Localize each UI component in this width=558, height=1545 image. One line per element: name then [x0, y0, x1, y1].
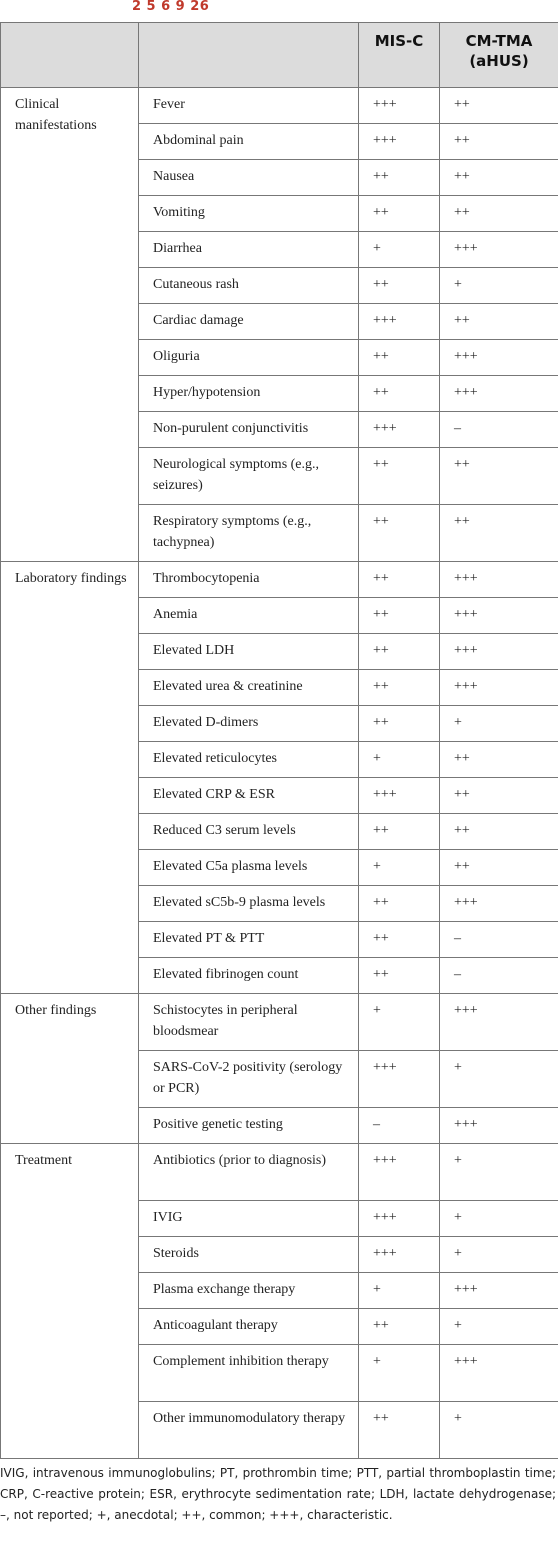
category-cell: Other findings [1, 994, 139, 1144]
category-cell: Treatment [1, 1144, 139, 1459]
item-cell: Elevated fibrinogen count [139, 958, 359, 994]
item-cell: Elevated D-dimers [139, 706, 359, 742]
item-cell: Cutaneous rash [139, 268, 359, 304]
item-cell: Antibiotics (prior to diagnosis) [139, 1144, 359, 1201]
reference-numbers [132, 0, 214, 16]
item-cell: Schistocytes in peripheral bloodsmear [139, 994, 359, 1051]
table-row [1, 994, 558, 1051]
reference-link[interactable]: 5 [146, 0, 157, 14]
cmtma-value-cell: +++ [440, 670, 558, 706]
misc-value-cell: +++ [359, 1237, 440, 1273]
item-cell: Anticoagulant therapy [139, 1309, 359, 1345]
misc-value-cell: ++ [359, 505, 440, 562]
item-cell: Elevated C5a plasma levels [139, 850, 359, 886]
misc-value-cell: ++ [359, 598, 440, 634]
misc-value-cell: ++ [359, 886, 440, 922]
header-cmtma: CM-TMA (aHUS) [440, 23, 558, 88]
item-cell: Vomiting [139, 196, 359, 232]
cmtma-value-cell: ++ [440, 160, 558, 196]
item-cell: Diarrhea [139, 232, 359, 268]
cmtma-value-cell: + [440, 706, 558, 742]
item-cell: Positive genetic testing [139, 1108, 359, 1144]
cmtma-value-cell: +++ [440, 232, 558, 268]
cmtma-value-cell: ++ [440, 124, 558, 160]
misc-value-cell: +++ [359, 1201, 440, 1237]
misc-value-cell: + [359, 232, 440, 268]
item-cell: Elevated reticulocytes [139, 742, 359, 778]
cmtma-value-cell: +++ [440, 340, 558, 376]
item-cell: Elevated LDH [139, 634, 359, 670]
reference-link[interactable]: 26 [190, 0, 210, 14]
reference-link[interactable]: 2 [132, 0, 142, 14]
misc-value-cell: ++ [359, 634, 440, 670]
item-cell: Elevated CRP & ESR [139, 778, 359, 814]
misc-value-cell: +++ [359, 124, 440, 160]
misc-value-cell: + [359, 742, 440, 778]
category-cell: Clinical manifestations [1, 88, 139, 562]
comparison-table [0, 22, 558, 1459]
misc-value-cell: ++ [359, 958, 440, 994]
cmtma-value-cell: – [440, 412, 558, 448]
cmtma-value-cell: + [440, 268, 558, 304]
item-cell: IVIG [139, 1201, 359, 1237]
item-cell: Plasma exchange therapy [139, 1273, 359, 1309]
cmtma-value-cell: – [440, 922, 558, 958]
misc-value-cell: ++ [359, 160, 440, 196]
misc-value-cell: ++ [359, 562, 440, 598]
cmtma-value-cell: +++ [440, 634, 558, 670]
item-cell: Elevated urea & creatinine [139, 670, 359, 706]
table-body [1, 88, 558, 1459]
item-cell: Elevated sC5b-9 plasma levels [139, 886, 359, 922]
item-cell: Fever [139, 88, 359, 124]
item-cell: Abdominal pain [139, 124, 359, 160]
misc-value-cell: ++ [359, 268, 440, 304]
item-cell: SARS-CoV-2 positivity (serology or PCR) [139, 1051, 359, 1108]
cmtma-value-cell: +++ [440, 1108, 558, 1144]
reference-link[interactable]: 6 [161, 0, 171, 14]
cmtma-value-cell: +++ [440, 376, 558, 412]
header-misc: MIS-C [359, 23, 440, 88]
item-cell: Steroids [139, 1237, 359, 1273]
cmtma-value-cell: +++ [440, 598, 558, 634]
cmtma-value-cell: +++ [440, 994, 558, 1051]
cmtma-value-cell: ++ [440, 742, 558, 778]
cmtma-value-cell: ++ [440, 850, 558, 886]
reference-link[interactable]: 9 [175, 0, 186, 14]
misc-value-cell: +++ [359, 1051, 440, 1108]
misc-value-cell: ++ [359, 670, 440, 706]
cmtma-value-cell: ++ [440, 88, 558, 124]
misc-value-cell: + [359, 1345, 440, 1402]
cmtma-value-cell: + [440, 1201, 558, 1237]
cmtma-value-cell: +++ [440, 1345, 558, 1402]
table-row [1, 1144, 558, 1201]
cmtma-value-cell: ++ [440, 505, 558, 562]
misc-value-cell: ++ [359, 448, 440, 505]
item-cell: Other immunomodulatory therapy [139, 1402, 359, 1459]
misc-value-cell: ++ [359, 340, 440, 376]
cmtma-value-cell: +++ [440, 886, 558, 922]
cmtma-value-cell: ++ [440, 778, 558, 814]
table-header-row [1, 23, 558, 88]
cmtma-value-cell: + [440, 1309, 558, 1345]
table-row [1, 562, 558, 598]
table-row [1, 88, 558, 124]
cmtma-value-cell: ++ [440, 304, 558, 340]
category-cell: Laboratory findings [1, 562, 139, 994]
item-cell: Reduced C3 serum levels [139, 814, 359, 850]
misc-value-cell: + [359, 850, 440, 886]
cmtma-value-cell: – [440, 958, 558, 994]
item-cell: Elevated PT & PTT [139, 922, 359, 958]
cmtma-value-cell: + [440, 1144, 558, 1201]
item-cell: Respiratory symptoms (e.g., tachypnea) [139, 505, 359, 562]
cmtma-value-cell: ++ [440, 196, 558, 232]
item-cell: Non-purulent conjunctivitis [139, 412, 359, 448]
misc-value-cell: +++ [359, 304, 440, 340]
cmtma-value-cell: +++ [440, 562, 558, 598]
misc-value-cell: + [359, 994, 440, 1051]
misc-value-cell: ++ [359, 814, 440, 850]
table-footnote: IVIG, intravenous immunoglobulins; PT, prothrombin time; PTT, partial thromboplastin time; CRP, C-reactive protein; ESR, erythrocyte sedimentation rate; LDH, lactate dehydrogenase; –, not reported; +, anecdotal; ++, common; +++, characteristic. [0, 1466, 556, 1522]
misc-value-cell: ++ [359, 376, 440, 412]
item-cell: Cardiac damage [139, 304, 359, 340]
cmtma-value-cell: + [440, 1237, 558, 1273]
item-cell: Anemia [139, 598, 359, 634]
item-cell: Hyper/hypotension [139, 376, 359, 412]
header-category [1, 23, 139, 88]
cmtma-value-cell: ++ [440, 814, 558, 850]
cmtma-value-cell: ++ [440, 448, 558, 505]
misc-value-cell: +++ [359, 412, 440, 448]
misc-value-cell: – [359, 1108, 440, 1144]
item-cell: Thrombocytopenia [139, 562, 359, 598]
misc-value-cell: +++ [359, 88, 440, 124]
cmtma-value-cell: + [440, 1051, 558, 1108]
item-cell: Oliguria [139, 340, 359, 376]
cmtma-value-cell: + [440, 1402, 558, 1459]
header-item [139, 23, 359, 88]
item-cell: Complement inhibition therapy [139, 1345, 359, 1402]
misc-value-cell: +++ [359, 1144, 440, 1201]
cmtma-value-cell: +++ [440, 1273, 558, 1309]
misc-value-cell: ++ [359, 1402, 440, 1459]
misc-value-cell: ++ [359, 922, 440, 958]
misc-value-cell: ++ [359, 1309, 440, 1345]
item-cell: Nausea [139, 160, 359, 196]
misc-value-cell: + [359, 1273, 440, 1309]
misc-value-cell: +++ [359, 778, 440, 814]
item-cell: Neurological symptoms (e.g., seizures) [139, 448, 359, 505]
misc-value-cell: ++ [359, 196, 440, 232]
misc-value-cell: ++ [359, 706, 440, 742]
